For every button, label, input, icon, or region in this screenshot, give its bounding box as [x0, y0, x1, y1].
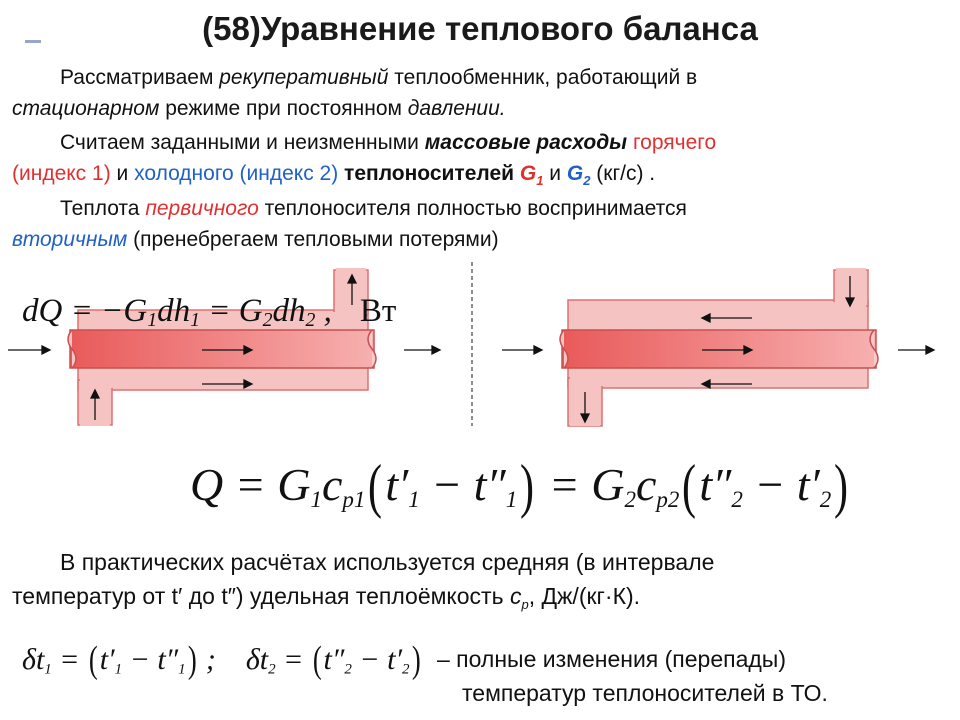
- p3-text-a: Теплота: [60, 197, 146, 220]
- eq3-d: − t″: [122, 643, 179, 676]
- eq2-a-sub: 1: [310, 486, 322, 512]
- eq1-lhs: dQ: [22, 293, 63, 329]
- eq3-h: t″: [323, 643, 345, 676]
- eq2-f: c: [635, 459, 657, 510]
- p1-text-a: Рассматриваем: [60, 66, 220, 89]
- eq2-e: = G: [537, 459, 625, 510]
- p1-text-c: теплообменник, работающий в: [388, 66, 698, 89]
- eq1-unit: Вт: [359, 293, 397, 329]
- eq3-d-sub: 1: [178, 661, 186, 678]
- eq3-c-sub: 1: [114, 661, 123, 678]
- eq2-h: − t′: [742, 459, 820, 510]
- eq3-e: ;: [198, 643, 216, 676]
- eq2-d: − t″: [419, 459, 506, 510]
- p2-symbol-g1-sub: 1: [536, 173, 544, 188]
- eq3-f-sub: 2: [268, 661, 276, 678]
- p4-text-units: , Дж/(кг·К).: [528, 583, 641, 609]
- eq3-a-sub: 1: [44, 661, 52, 678]
- p4-text-a: В практических расчётах используется средняя (в интервале: [60, 549, 715, 575]
- p2-symbol-g2-sub: 2: [583, 173, 591, 188]
- p1-term-recuperative: рекуперативный: [219, 66, 389, 89]
- eq1-sub-1: 1: [147, 308, 158, 331]
- eq2-a: Q = G: [190, 459, 311, 510]
- p2-term-mass-flow: массовые расходы: [424, 131, 628, 154]
- p4-symbol-cp-sub: p: [521, 597, 529, 612]
- p2-term-carriers: теплоносителей: [338, 162, 520, 185]
- eq1-dh2: dh: [272, 293, 306, 329]
- p3-text-e: (пренебрегаем тепловыми потерями): [127, 228, 499, 251]
- page-title: (58)Уравнение теплового баланса: [202, 10, 758, 47]
- p2-text-index1: (индекс 1): [12, 162, 111, 185]
- p1-term-stationary: стационарном: [12, 97, 160, 120]
- eq2-b-sub: p1: [342, 486, 366, 512]
- p2-text-and2: и: [543, 162, 567, 185]
- eq2-h-sub: 2: [819, 486, 832, 512]
- eq3-h-sub: 2: [344, 661, 352, 678]
- eq2-c-sub: 1: [408, 486, 420, 512]
- equation-heat-balance: Q = G1cp1(t′1 − t″1) = G2cp2(t″2 − t′2): [190, 453, 849, 519]
- eq2-b: c: [321, 459, 343, 510]
- eq3-i: − t′: [351, 643, 403, 676]
- p2-symbol-g2: G: [566, 162, 584, 185]
- p1-text-e: режиме при постоянном: [159, 97, 408, 120]
- eq1-sub-2b: 2: [305, 308, 316, 331]
- equation-heat-differential: [22, 293, 396, 332]
- eq1-sub-2: 2: [262, 308, 273, 331]
- eq3-c: t′: [99, 643, 115, 676]
- p3-term-secondary: вторичным: [12, 228, 128, 251]
- eq2-g-sub: 2: [731, 486, 743, 512]
- p2-symbol-g1: G: [519, 162, 537, 185]
- eq2-c: t′: [385, 459, 409, 510]
- p4-symbol-cp: c: [509, 583, 522, 609]
- eq1-term-g1: = −G: [62, 293, 148, 329]
- note-line-1: – полные изменения (перепады): [437, 646, 786, 672]
- eq1-comma: ,: [315, 293, 332, 329]
- eq2-d-sub: 1: [505, 486, 518, 512]
- p2-text-hot: горячего: [627, 131, 717, 154]
- eq2-g: t″: [699, 459, 732, 510]
- note-temperature-changes: [437, 642, 957, 710]
- p2-text-units: (кг/с) .: [590, 162, 656, 185]
- eq3-b: =: [51, 643, 88, 676]
- paragraph-specific-heat: [12, 545, 932, 622]
- eq2-f-sub: p2: [656, 486, 680, 512]
- p2-text-cold: холодного (индекс 2): [134, 162, 339, 185]
- countercurrent-exchanger: [502, 268, 934, 426]
- eq1-dh1: dh: [157, 293, 191, 329]
- p2-text-a: Считаем заданными и неизменными: [60, 131, 425, 154]
- eq3-g: =: [275, 643, 311, 676]
- eq1-term-g2: = G: [200, 293, 263, 329]
- eq3-i-sub: 2: [402, 661, 410, 678]
- cocurrent-exchanger: [8, 268, 440, 426]
- eq3-a: δt: [22, 643, 45, 676]
- p4-text-b: температур от t′ до t″) удельная теплоёмкость: [12, 583, 510, 609]
- p3-text-c: теплоносителя полностью воспринимается: [258, 197, 687, 220]
- eq3-f: δt: [245, 643, 269, 676]
- note-line-2: температур теплоносителей в ТО.: [462, 680, 828, 706]
- p2-text-and: и: [110, 162, 135, 185]
- eq2-e-sub: 2: [624, 486, 636, 512]
- p3-term-primary: первичного: [145, 197, 259, 220]
- equation-temperature-differences: δt1 = (t′1 − t″1) ; δt2 = (t″2 − t′2): [22, 639, 421, 681]
- eq1-sub-1b: 1: [190, 308, 200, 331]
- p1-term-pressure: давлении.: [407, 97, 506, 120]
